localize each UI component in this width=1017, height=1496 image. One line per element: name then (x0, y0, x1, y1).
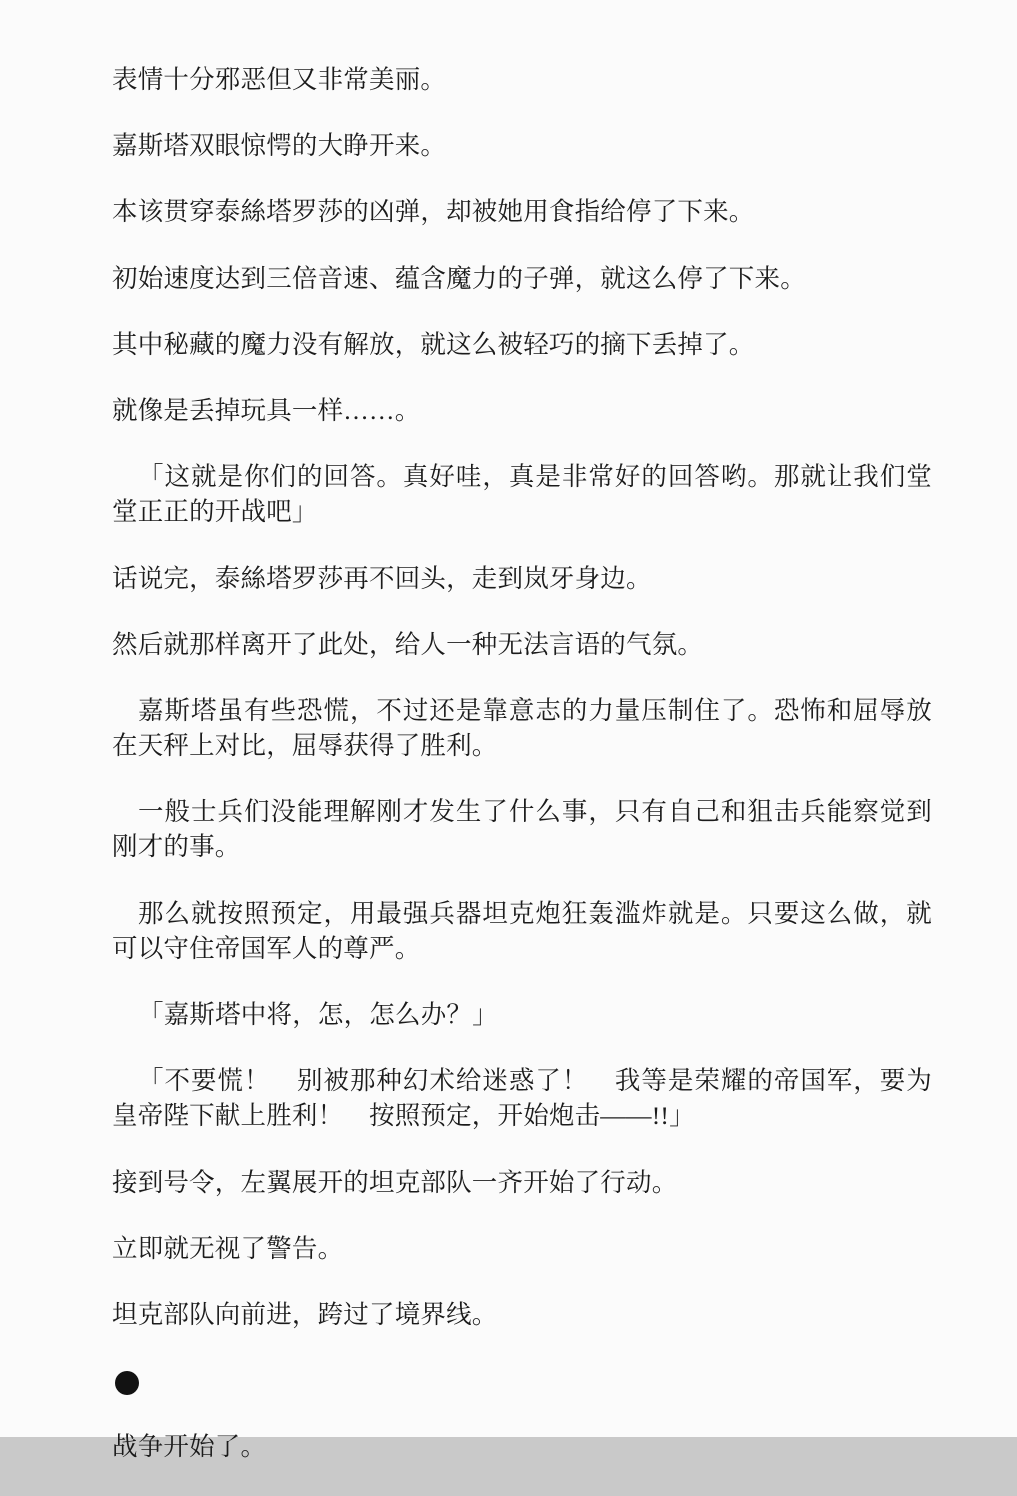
paragraph: 那么就按照预定，用最强兵器坦克炮狂轰滥炸就是。只要这么做，就可以守住帝国军人的尊严。 (112, 898, 932, 963)
paragraph: 嘉斯塔虽有些恐慌，不过还是靠意志的力量压制住了。恐怖和屈辱放在天秤上对比，屈辱获得了胜利。 (112, 695, 932, 761)
paragraph: 嘉斯塔双眼惊愕的大睁开来。 (112, 131, 447, 161)
paragraph: 本该贯穿泰絲塔罗莎的凶弹，却被她用食指给停了下来。 (112, 197, 755, 227)
paragraph: 然后就那样离开了此处，给人一种无法言语的气氛。 (112, 629, 704, 659)
scene-break-marker (112, 1363, 932, 1398)
paragraph: 立即就无视了警告。 (112, 1233, 344, 1263)
paragraph: 「嘉斯塔中将，怎，怎么办？」 (138, 1000, 498, 1029)
paragraph: 表情十分邪恶但又非常美丽。 (112, 65, 447, 94)
closing-paragraph: 战争开始了。 (112, 1432, 267, 1462)
paragraph: 「不要慌！ 别被那种幻术给迷惑了！ 我等是荣耀的帝国军，要为皇帝陛下献上胜利！ 按照预定，开始炮击——!!」 (112, 1066, 932, 1131)
scene-break-dot-icon (115, 1371, 139, 1395)
paragraph: 「这就是你们的回答。真好哇，真是非常好的回答哟。那就让我们堂堂正正的开战吧」 (112, 462, 932, 527)
paragraph: 一般士兵们没能理解刚才发生了什么事，只有自己和狙击兵能察觉到刚才的事。 (112, 797, 932, 862)
paragraph: 话说完，泰絲塔罗莎再不回头，走到岚牙身边。 (112, 563, 652, 593)
paragraph: 初始速度达到三倍音速、蕴含魔力的子弹，就这么停了下来。 (112, 263, 806, 293)
page-text-body (112, 62, 932, 1496)
paragraph: 其中秘藏的魔力没有解放，就这么被轻巧的摘下丢掉了。 (112, 329, 755, 359)
paragraph: 就像是丢掉玩具一样……。 (112, 395, 421, 425)
paragraph: 坦克部队向前进，跨过了境界线。 (112, 1299, 498, 1329)
paragraph: 接到号令，左翼展开的坦克部队一齐开始了行动。 (112, 1167, 678, 1197)
